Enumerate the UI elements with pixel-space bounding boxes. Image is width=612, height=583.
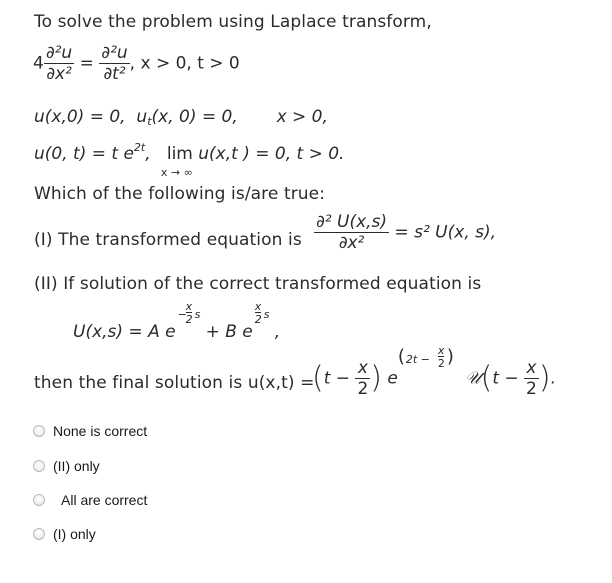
final-p1-fraction: $\frac{x}{2}$ [357, 358, 369, 399]
statement-2-mid: + B e [205, 322, 253, 342]
bc-1: u(0, t) = t e [34, 144, 134, 164]
radio-all-correct[interactable] [33, 494, 45, 506]
statement-2-equation [73, 300, 281, 342]
pde-lhs-fraction: $\frac{\text{∂²u}}{\text{∂x²}}$ [45, 43, 73, 84]
option-label: (II) only [53, 458, 100, 474]
bc-1-sup: 2t [133, 141, 146, 154]
boundary-conditions [34, 141, 345, 179]
statement-2-end: , [274, 322, 281, 342]
final-p1-t: t − [323, 368, 351, 389]
final-exponent: ( 2t − x 2 ) [397, 343, 454, 370]
final-p2-t: t − [492, 368, 519, 389]
pde-coef: 4 [33, 53, 44, 74]
question-text: Which of the following is/are true: [34, 184, 326, 204]
ic-2: u [136, 107, 148, 127]
statement-2-lhs: U(x,s) = A e [73, 322, 176, 342]
ic-3: x > 0, [276, 107, 328, 127]
statement-1-equation [314, 212, 496, 253]
initial-conditions [34, 107, 328, 128]
option-label: All are correct [61, 492, 148, 508]
pde-conditions: , x > 0, t > 0 [129, 53, 240, 74]
ic-2-sub: t [147, 115, 152, 128]
radio-i-only[interactable] [33, 528, 45, 540]
final-p2-fraction: $\frac{x}{2}$ [526, 358, 537, 399]
pde-rhs-fraction: $\frac{\text{∂²u}}{\text{∂t²}}$ [101, 43, 128, 84]
ic-2-rest: (x, 0) = 0, [151, 107, 238, 127]
final-end: . [550, 368, 556, 389]
option-label: None is correct [53, 423, 148, 439]
statement-1-label: (I) The transformed equation is [34, 230, 302, 250]
exponent-2: x 2 s [254, 300, 270, 326]
bc-1-end: , [145, 144, 151, 164]
option-none-correct[interactable] [33, 423, 147, 439]
final-e: e [387, 368, 398, 389]
final-heaviside: 𝒰 [465, 368, 481, 389]
option-label: (I) only [53, 526, 96, 542]
bc-limit: lim x → ∞ [160, 144, 193, 179]
statement-1-fraction: $\frac{\text{∂² U(x,s)}}{\text{∂x²}}$ [316, 212, 388, 253]
option-ii-only[interactable] [33, 458, 100, 474]
bc-limit-rest: u(x,t ) = 0, t > 0. [192, 144, 345, 164]
option-i-only[interactable] [33, 526, 96, 542]
exponent-1: − x 2 s [177, 300, 201, 326]
final-label: then the final solution is u(x,t) = [34, 373, 315, 393]
option-all-correct[interactable] [33, 492, 147, 508]
ic-1: u(x,0) = 0, [34, 107, 126, 127]
statement-1-rhs: = s² U(x, s), [394, 222, 497, 243]
statement-2-label: (II) If solution of the correct transformed equation is [34, 274, 482, 294]
pde-equals: = [79, 53, 94, 74]
radio-ii-only[interactable] [33, 460, 45, 472]
bc-limit-sub: x → ∞ [160, 166, 193, 179]
final-equation: (t − $\frac{x}{2}$ ) e ( 2t − x 2 ) 𝒰(t − $\frac{x}{2}$ ). [312, 343, 556, 399]
pde-equation [33, 43, 240, 84]
radio-none-correct[interactable] [33, 425, 45, 437]
intro-text: To solve the problem using Laplace transform, [34, 12, 432, 32]
